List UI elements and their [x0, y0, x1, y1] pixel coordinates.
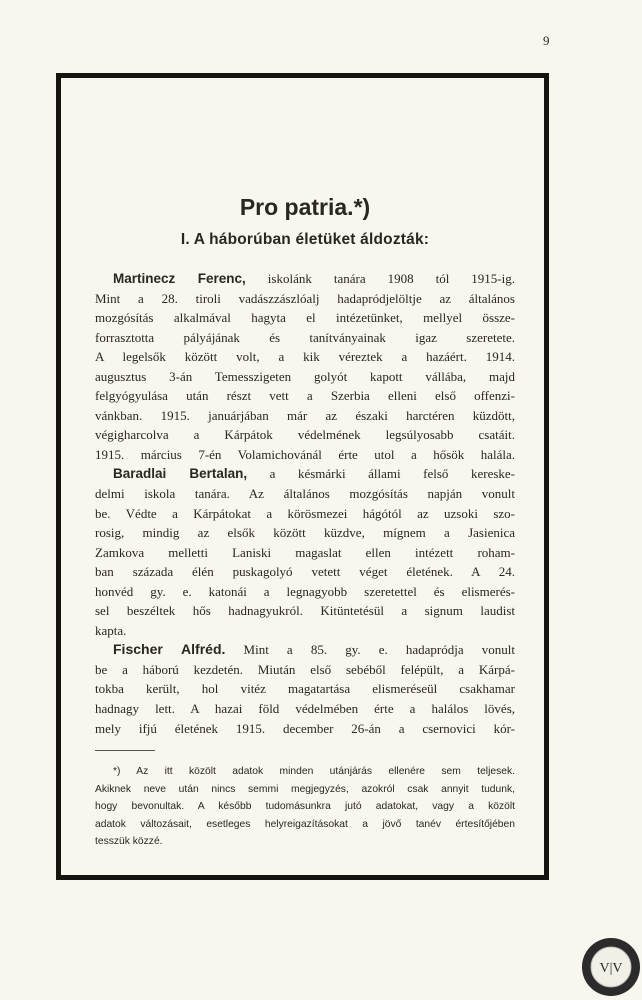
- entry-line: forrasztotta pályájának és tanítványainak igaz szeretete.: [95, 329, 515, 345]
- entry-line: augusztus 3-án Temesszigeten golyót kapott vállába, majd: [95, 368, 515, 384]
- seal-graphic: [582, 938, 640, 996]
- entry-line: Martinecz Ferenc, iskolánk tanára 1908 tól 1915-ig.: [113, 271, 515, 286]
- page-content: [95, 190, 515, 851]
- entry-line: be a háború kezdetén. Miután első sebéből felépült, a Kárpá-: [95, 661, 515, 677]
- entry-line: tokba került, hol vitéz magatartása elismeréseül csakhamar: [95, 681, 515, 697]
- footnote-line: tesszük közzé.: [95, 836, 163, 848]
- footnote-line: Akiknek neve után nincs semmi megjegyzés, azokról csak annyit tudunk,: [95, 783, 515, 795]
- memorial-entry-baradlai: [95, 464, 515, 640]
- entry-line: Zamkova melletti Laniski magaslat ellen intézett roham-: [95, 544, 515, 560]
- entry-line: Fischer Alfréd. Mint a 85. gy. e. hadapródja vonult: [113, 641, 515, 658]
- memorial-entry-martinecz: [95, 269, 515, 464]
- footnote-line: *) Az itt közölt adatok minden utánjárás ellenére sem teljesek.: [113, 766, 515, 778]
- entry-line: A legelsők között volt, a kik véreztek a hazáért. 1914.: [95, 349, 515, 365]
- page-number: 9: [543, 33, 550, 48]
- entry-line: Baradlai Bertalan, a késmárki állami felső kereske-: [113, 466, 515, 482]
- entry-line: Mint a 28. tiroli vadászzászlóalj hadapródjelöltje az általános: [95, 290, 515, 306]
- seal-letters: V|V: [599, 961, 623, 976]
- entry-line: honvéd gy. e. katonái a legnagyobb szeretettel és elismerés-: [95, 583, 515, 599]
- entry-line: delmi iskola tanára. Az általános mozgósítás napján vonult: [95, 486, 515, 502]
- entry-line: kapta.: [95, 622, 127, 638]
- entry-line: mozgósítás alkalmával hagyta el intézetünket, mellyel össze-: [95, 310, 515, 326]
- entry-line: vánkban. 1915. januárjában már az északi harctéren küzdött,: [95, 407, 515, 423]
- footnote: [95, 763, 515, 851]
- person-name: Baradlai Bertalan,: [113, 466, 248, 482]
- entry-line: 1915. március 7-én Volamichovánál érte utol a hősök halála.: [95, 446, 515, 462]
- entry-line: mely ifjú életének 1915. december 26-án a csernovici kór-: [95, 720, 515, 736]
- library-seal-icon: [582, 938, 640, 996]
- entry-line: felgyógyulása után részt vett a Szerbia elleni első offenzi-: [95, 388, 515, 404]
- entry-line: ban százada élén puskagolyó vetett véget életének. A 24.: [95, 564, 515, 580]
- entry-line: hadnagy lett. A hazai föld védelmében érte a halálos lövés,: [95, 701, 515, 717]
- entry-line: végigharcolva a Kárpátok védelmének legsúlyosabb csatáit.: [95, 427, 515, 443]
- entry-line: be. Védte a Kárpátokat a körösmezei hágótól az uzsoki szo-: [95, 505, 515, 521]
- person-name: Fischer Alfréd.: [113, 641, 226, 658]
- entry-line: sel beszéltek hős hadnagyukról. Kitüntetésül a signum laudist: [95, 603, 515, 619]
- page-title: Pro patria.*): [239, 194, 371, 220]
- memorial-entry-fischer: [95, 640, 515, 738]
- footnote-line: adatok változásait, esetleges helyreigazításokat a jövő tanév értesítőjében: [95, 818, 515, 830]
- entry-line: rosig, mindig az elsők között küzdve, mígnem a Jasienica: [95, 525, 515, 541]
- footnote-line: hogy bevonultak. A később tudomásunkra jutó adatokat, vagy a közölt: [95, 801, 515, 813]
- section-heading: I. A háborúban életüket áldozták:: [180, 231, 430, 248]
- person-name: Martinecz Ferenc,: [113, 271, 246, 286]
- footnote-separator: [95, 750, 155, 751]
